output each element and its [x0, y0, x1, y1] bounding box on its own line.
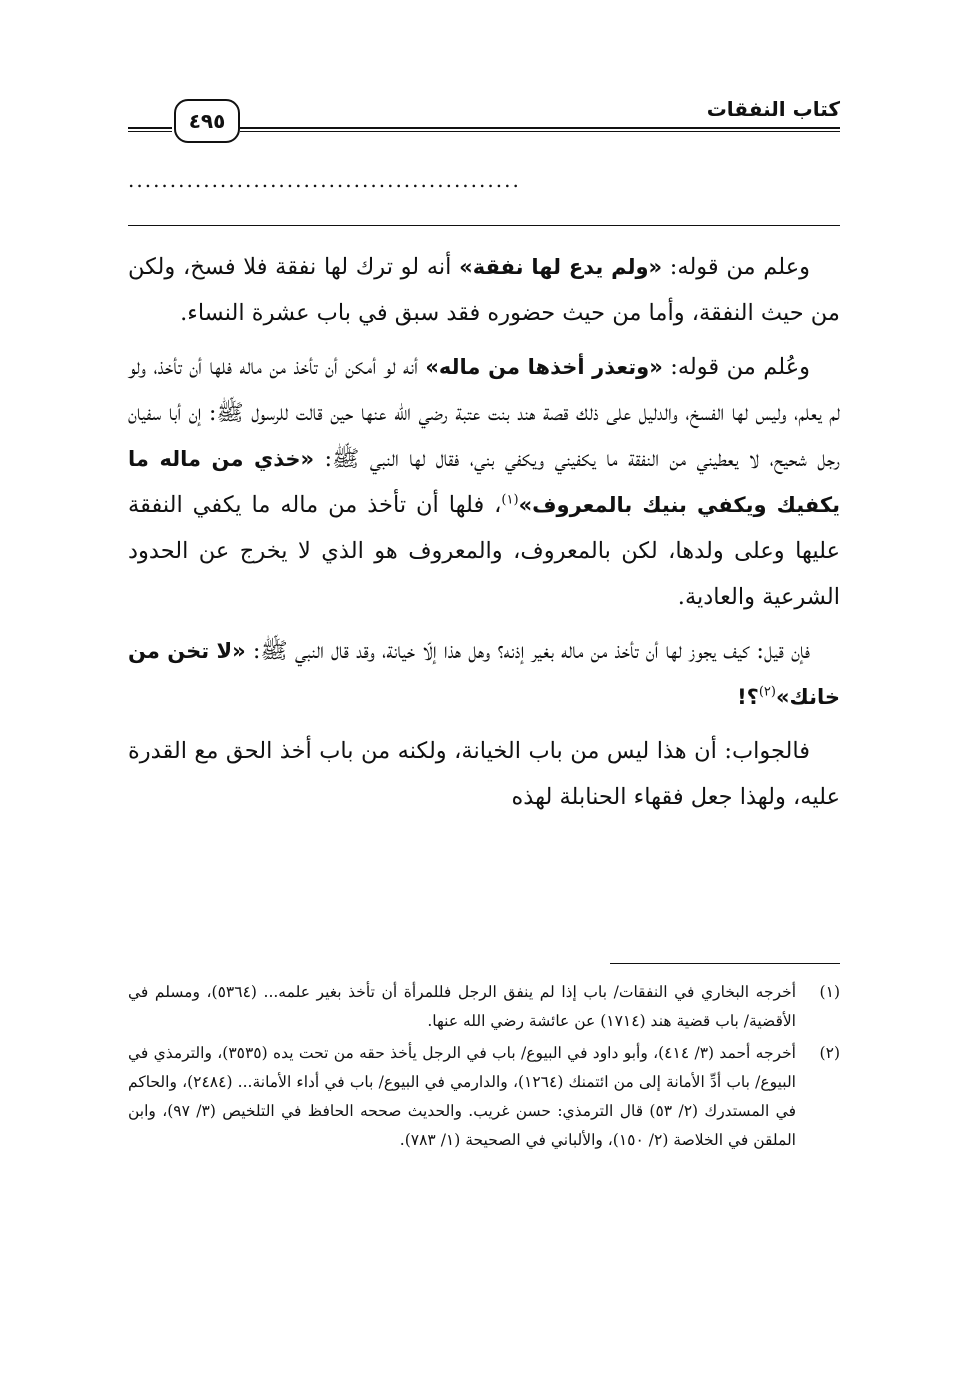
chapter-title: كتاب النفقات [706, 97, 840, 121]
header-rule [240, 127, 840, 132]
page-header [128, 95, 840, 145]
footnote-ref[interactable]: (٢) [758, 684, 776, 700]
paragraph [128, 344, 840, 620]
text-segment: وعلم من قوله: [662, 254, 810, 280]
punctuation: ؟! [737, 685, 759, 709]
paragraph [128, 628, 840, 720]
page-number: ٤٩٥ [174, 99, 240, 143]
text-segment: فالجواب: أن هذا ليس من باب الخيانة، ولكنه من باب أخذ الحق مع القدرة عليه، ولهذا جعل فقهاء الحنابلة لهذه [128, 738, 840, 810]
text-segment: ، فلها أن تأخذ من ماله ما يكفي النفقة عليها وعلى ولدها، لكن بالمعروف، والمعروف هو الذي لا يخرج عن الحدود الشرعية والعادية. [128, 492, 840, 610]
footnote-divider [610, 963, 840, 964]
footnote [128, 978, 840, 1036]
hadith-quote: «ولم يدع لها نفقة» [459, 255, 663, 279]
paragraph [128, 244, 840, 336]
hadith-quote: «لا تخن من خانك» [128, 639, 840, 709]
header-rule-left [128, 127, 172, 132]
main-text [128, 244, 840, 828]
dotted-separator: ............................................... [128, 168, 521, 192]
footnote [128, 1039, 840, 1155]
text-segment: فإن قيل: كيف يجوز لها أن تأخذ من ماله بغير إذنه؟ وهل هذا إلّا خيانة، وقد قال النبي ﷺ: [245, 638, 810, 664]
footnote-number: (٢) [819, 1044, 840, 1062]
footnote-text: أخرجه أحمد (٣/ ٤١٤)، وأبو داود في البيوع/ باب في الرجل يأخذ حقه من تحت يده (٣٥٣٥)، والترمذي في البيوع/ باب أدِّ الأمانة إلى من ائتمنك (١٢٦٤)، والدارمي في البيوع/ باب في أداء الأمانة... (٢٤٨٤)، والحاكم في المستدرك (٢/ ٥٣) قال الترمذي: حسن غريب. والحديث صححه الحافظ في التلخيص (٣/ ٩٧)، وابن الملقن في الخلاصة (٢/ ١٥٠)، والألباني في الصحيحة (١/ ٧٨٣). [128, 1044, 796, 1149]
hadith-quote: «وتعذر أخذها من ماله» [425, 355, 663, 379]
footnote-ref[interactable]: (١) [501, 492, 519, 508]
hadith-quote: «خذي من ماله ما يكفيك ويكفي بنيك بالمعروف» [128, 447, 841, 517]
text-segment: أنه لو أمكن أن تأخذ من ماله فلها أن تأخذ، ولو لم يعلم، وليس لها الفسخ، والدليل على ذلك قصة هند بنت عتبة رضي الله عنها حين قالت للرسول ﷺ: إن أبا سفيان رجل شحيح، لا يعطيني من النفقة ما يكفيني ويكفي بني، فقال لها النبي ﷺ: [128, 354, 840, 472]
footnote-text: أخرجه البخاري في النفقات/ باب إذا لم ينفق الرجل فللمرأة أن تأخذ بغير علمه... (٥٣٦٤)، ومسلم في الأقضية/ باب قضية هند (١٧١٤) عن عائشة رضي الله عنها. [128, 983, 796, 1030]
text-segment: وعُلم من قوله: [662, 354, 811, 380]
top-divider [128, 225, 840, 226]
footnote-number: (١) [819, 983, 840, 1001]
footnotes [128, 978, 840, 1158]
paragraph [128, 728, 840, 820]
text-segment: أنه لو ترك لها نفقة فلا فسخ، ولكن من حيث النفقة، وأما من حيث حضوره فقد سبق في باب عشرة النساء. [128, 254, 840, 326]
